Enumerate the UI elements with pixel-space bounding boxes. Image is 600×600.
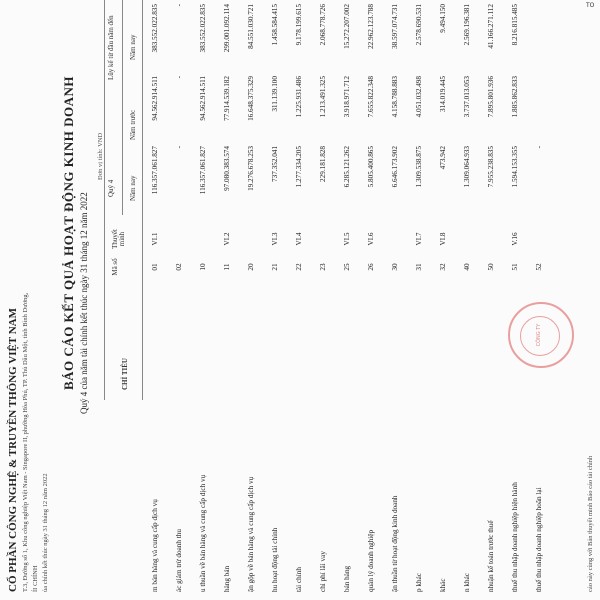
- row-cum: 9.178.199.615: [295, 4, 303, 46]
- row-code: 50: [487, 263, 495, 271]
- row-prior: 94.562.914.511: [199, 76, 207, 121]
- row-prior: 1.213.491.325: [319, 76, 327, 118]
- row-label: ận thuần từ hoạt động kinh doanh: [391, 495, 399, 592]
- row-code: 01: [151, 263, 159, 271]
- row-current: 1.277.334.205: [295, 146, 303, 188]
- row-current: 229.181.828: [319, 146, 327, 182]
- row-cum: 38.597.074.731: [391, 4, 399, 49]
- row-cum: 41.166.271.112: [487, 4, 495, 49]
- row-code: 26: [367, 263, 375, 271]
- row-code: 40: [463, 263, 471, 271]
- col-cum-current-header: Năm nay: [129, 34, 137, 60]
- row-code: 20: [247, 263, 255, 271]
- row-prior: 311.139.100: [271, 76, 279, 112]
- company-name: CỔ PHẦN CÔNG NGHỆ & TRUYỀN THÔNG VIỆT NAM: [7, 308, 19, 592]
- row-current: 116.357.061.827: [199, 146, 207, 195]
- row-label: khác: [439, 578, 447, 592]
- row-label: nhuận kế toán trước thuế: [487, 520, 495, 592]
- row-prior: 1.225.931.486: [295, 76, 303, 118]
- seal-text: CÔNG TY: [536, 323, 542, 347]
- row-cum: 9.494.150: [439, 4, 447, 33]
- row-cum: -: [175, 4, 183, 7]
- row-label: u thuần về bán hàng và cung cấp dịch vụ: [199, 474, 207, 592]
- row-label: n khác: [463, 573, 471, 592]
- row-note: VI.7: [415, 232, 423, 246]
- row-prior: 3.918.971.712: [343, 76, 351, 118]
- row-code: 30: [391, 263, 399, 271]
- col-note-header: Thuyết minh: [111, 229, 126, 249]
- col-prior-header: Năm trước: [129, 109, 137, 140]
- footnote: cáo này cùng với Bản thuyết minh Báo cáo tài chính: [587, 455, 594, 592]
- row-label: thuế thu nhập doanh nghiệp hoãn lại: [535, 487, 543, 592]
- row-label: thuế thu nhập doanh nghiệp hiện hành: [511, 482, 519, 592]
- row-code: 02: [175, 263, 183, 271]
- row-code: 52: [535, 263, 543, 271]
- col-current-header: Năm nay: [129, 175, 137, 201]
- report-subtitle: Quý 4 của năm tài chính kết thúc ngày 31 tháng 12 năm 2022: [79, 192, 89, 414]
- table-top-rule: [104, 0, 105, 400]
- row-current: 116.357.061.827: [151, 146, 159, 195]
- row-current: 19.276.678.253: [247, 146, 255, 191]
- row-code: 22: [295, 263, 303, 271]
- row-note: VI.1: [151, 232, 159, 246]
- row-note: VI.2: [223, 232, 231, 246]
- row-prior: 7.895.801.936: [487, 76, 495, 118]
- row-prior: 314.019.445: [439, 76, 447, 112]
- row-cum: 2.578.690.531: [415, 4, 423, 46]
- row-label: hàng bán: [223, 565, 231, 592]
- currency-unit: Đơn vị tính: VND: [97, 132, 104, 180]
- row-current: 1.309.538.875: [415, 146, 423, 188]
- group-header-rule: [122, 0, 123, 215]
- row-code: 11: [223, 263, 231, 271]
- period-note: ủa chính kết thúc ngày 31 tháng 12 năm 2022: [42, 473, 49, 592]
- row-label: p khác: [415, 573, 423, 592]
- row-code: 32: [439, 263, 447, 271]
- row-code: 10: [199, 263, 207, 271]
- report-title: BÁO CÁO KẾT QUẢ HOẠT ĐỘNG KINH DOANH: [61, 75, 76, 390]
- row-note: VI.6: [367, 232, 375, 246]
- row-cum: 299.001.092.114: [223, 4, 231, 53]
- row-note: VI.3: [271, 232, 279, 246]
- row-label: chi phí lãi vay: [319, 551, 327, 592]
- row-label: ác giảm trừ doanh thu: [175, 529, 183, 592]
- row-code: 31: [415, 263, 423, 271]
- row-prior: 16.648.375.329: [247, 76, 255, 121]
- row-prior: 1.885.862.833: [511, 76, 519, 118]
- row-label: ận gộp về bán hàng và cung cấp dịch vụ: [247, 476, 255, 592]
- row-current: -: [535, 146, 543, 149]
- row-current: 6.285.121.262: [343, 146, 351, 188]
- row-current: 1.594.153.355: [511, 146, 519, 188]
- row-prior: -: [175, 76, 183, 79]
- row-cum: 22.962.123.788: [367, 4, 375, 49]
- row-label: m bán hàng và cung cấp dịch vụ: [151, 499, 159, 592]
- row-cum: 2.569.196.381: [463, 4, 471, 46]
- row-cum: 1.458.584.415: [271, 4, 279, 46]
- row-current: 5.805.400.865: [367, 146, 375, 188]
- row-cum: 383.552.022.835: [199, 4, 207, 53]
- page-edge-label: TO: [586, 2, 595, 9]
- company-seal-stamp: [508, 302, 574, 368]
- col-item-header: CHỈ TIÊU: [121, 358, 129, 390]
- row-current: 473.942: [439, 146, 447, 170]
- col-cumulative-header: Lũy kế từ đầu năm đến: [107, 15, 115, 80]
- row-cum: 8.216.815.485: [511, 4, 519, 46]
- header-bottom-rule: [142, 0, 143, 400]
- row-prior: 77.914.539.182: [223, 76, 231, 121]
- col-quarter-header: Quý 4: [107, 179, 115, 197]
- row-current: 737.352.041: [271, 146, 279, 182]
- row-code: 23: [319, 263, 327, 271]
- row-code: 51: [511, 263, 519, 271]
- row-label: hu hoạt động tài chính: [271, 527, 279, 592]
- row-prior: 3.737.013.053: [463, 76, 471, 118]
- row-code: 21: [271, 263, 279, 271]
- row-current: 7.955.238.835: [487, 146, 495, 188]
- row-note: VI.5: [343, 232, 351, 246]
- row-label: bán hàng: [343, 565, 351, 592]
- row-prior: 94.562.914.511: [151, 76, 159, 121]
- row-prior: 7.655.822.348: [367, 76, 375, 118]
- col-code-header: Mã số: [111, 258, 119, 276]
- row-note: VI.4: [295, 232, 303, 246]
- row-prior: 4.158.788.883: [391, 76, 399, 118]
- row-cum: 383.552.022.835: [151, 4, 159, 53]
- row-current: 6.646.173.902: [391, 146, 399, 188]
- row-current: -: [175, 146, 183, 149]
- row-current: 1.309.064.933: [463, 146, 471, 188]
- row-cum: 84.551.030.721: [247, 4, 255, 49]
- row-code: 25: [343, 263, 351, 271]
- department: ÍI CHÍNH: [32, 565, 39, 592]
- row-label: quản lý doanh nghiệp: [367, 529, 375, 592]
- company-address: T.3, Đường số 1, Khu công nghiệp Việt Nam - Singapore II, phường Hòa Phú, TP. Thủ Dầu Một, tỉnh Bình Dương,: [22, 292, 29, 592]
- row-current: 97.080.383.574: [223, 146, 231, 191]
- row-note: V.16: [511, 232, 519, 246]
- row-cum: 2.068.778.726: [319, 4, 327, 46]
- row-note: VI.8: [439, 232, 447, 246]
- row-prior: 4.051.032.498: [415, 76, 423, 118]
- row-label: tài chính: [295, 567, 303, 592]
- row-cum: 15.272.207.002: [343, 4, 351, 49]
